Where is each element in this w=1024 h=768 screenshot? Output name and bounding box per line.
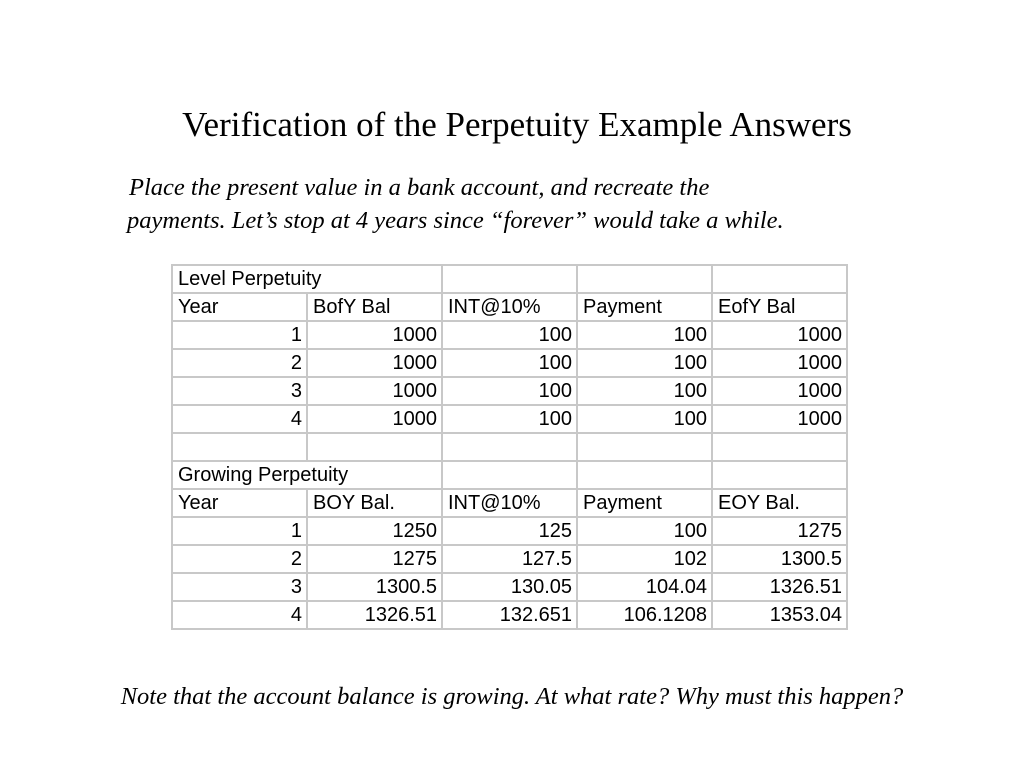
- level-title-row: [172, 265, 847, 293]
- level-header-payment: Payment: [577, 293, 712, 321]
- cell-eoy-bal: 1275: [712, 517, 847, 545]
- table-row: [172, 405, 847, 433]
- slide-title: Verification of the Perpetuity Example Answers: [182, 105, 852, 144]
- cell-payment: 100: [577, 517, 712, 545]
- growing-section-title: Growing Perpetuity: [172, 461, 442, 489]
- level-header-bofy-bal: BofY Bal: [307, 293, 442, 321]
- cell-boy-bal: 1326.51: [307, 601, 442, 629]
- cell-bofy-bal: 1000: [307, 377, 442, 405]
- cell-payment: 100: [577, 321, 712, 349]
- cell-interest: 130.05: [442, 573, 577, 601]
- table-row: [172, 321, 847, 349]
- table-row: [172, 349, 847, 377]
- cell-eofy-bal: 1000: [712, 405, 847, 433]
- table-row: [172, 545, 847, 573]
- growing-header-year: Year: [172, 489, 307, 517]
- cell-payment: 104.04: [577, 573, 712, 601]
- table-row: [172, 601, 847, 629]
- cell-payment: 102: [577, 545, 712, 573]
- closing-note: Note that the account balance is growing. At what rate? Why must this happen?: [120, 683, 904, 710]
- empty-cell: [307, 433, 442, 461]
- level-header-interest: INT@10%: [442, 293, 577, 321]
- subtitle-line-2: payments. Let’s stop at 4 years since “forever” would take a while.: [127, 207, 784, 234]
- growing-header-interest: INT@10%: [442, 489, 577, 517]
- cell-boy-bal: 1300.5: [307, 573, 442, 601]
- level-header-row: [172, 293, 847, 321]
- cell-year: 3: [172, 377, 307, 405]
- cell-eofy-bal: 1000: [712, 321, 847, 349]
- cell-payment: 100: [577, 349, 712, 377]
- cell-eofy-bal: 1000: [712, 377, 847, 405]
- cell-year: 3: [172, 573, 307, 601]
- cell-interest: 132.651: [442, 601, 577, 629]
- level-header-year: Year: [172, 293, 307, 321]
- growing-header-row: [172, 489, 847, 517]
- cell-eoy-bal: 1300.5: [712, 545, 847, 573]
- cell-boy-bal: 1250: [307, 517, 442, 545]
- cell-interest: 100: [442, 321, 577, 349]
- cell-year: 4: [172, 405, 307, 433]
- empty-cell: [442, 265, 577, 293]
- blank-row: [172, 433, 847, 461]
- cell-interest: 100: [442, 405, 577, 433]
- cell-interest: 100: [442, 349, 577, 377]
- empty-cell: [577, 265, 712, 293]
- table-row: [172, 377, 847, 405]
- cell-boy-bal: 1275: [307, 545, 442, 573]
- cell-payment: 106.1208: [577, 601, 712, 629]
- cell-year: 2: [172, 349, 307, 377]
- table-row: [172, 517, 847, 545]
- empty-cell: [712, 433, 847, 461]
- cell-bofy-bal: 1000: [307, 349, 442, 377]
- cell-bofy-bal: 1000: [307, 321, 442, 349]
- cell-interest: 100: [442, 377, 577, 405]
- cell-year: 2: [172, 545, 307, 573]
- cell-eoy-bal: 1326.51: [712, 573, 847, 601]
- empty-cell: [712, 461, 847, 489]
- empty-cell: [172, 433, 307, 461]
- empty-cell: [442, 461, 577, 489]
- empty-cell: [712, 265, 847, 293]
- growing-title-row: [172, 461, 847, 489]
- growing-header-payment: Payment: [577, 489, 712, 517]
- cell-bofy-bal: 1000: [307, 405, 442, 433]
- cell-payment: 100: [577, 377, 712, 405]
- cell-eofy-bal: 1000: [712, 349, 847, 377]
- cell-year: 1: [172, 321, 307, 349]
- cell-interest: 125: [442, 517, 577, 545]
- slide-subtitle: [129, 171, 929, 237]
- subtitle-line-1: Place the present value in a bank account, and recreate the: [129, 174, 710, 201]
- cell-eoy-bal: 1353.04: [712, 601, 847, 629]
- cell-year: 4: [172, 601, 307, 629]
- perpetuity-table: [171, 264, 848, 630]
- table-row: [172, 573, 847, 601]
- cell-payment: 100: [577, 405, 712, 433]
- cell-interest: 127.5: [442, 545, 577, 573]
- level-header-eofy-bal: EofY Bal: [712, 293, 847, 321]
- empty-cell: [577, 461, 712, 489]
- level-section-title: Level Perpetuity: [172, 265, 442, 293]
- empty-cell: [577, 433, 712, 461]
- growing-header-boy-bal: BOY Bal.: [307, 489, 442, 517]
- cell-year: 1: [172, 517, 307, 545]
- growing-header-eoy-bal: EOY Bal.: [712, 489, 847, 517]
- empty-cell: [442, 433, 577, 461]
